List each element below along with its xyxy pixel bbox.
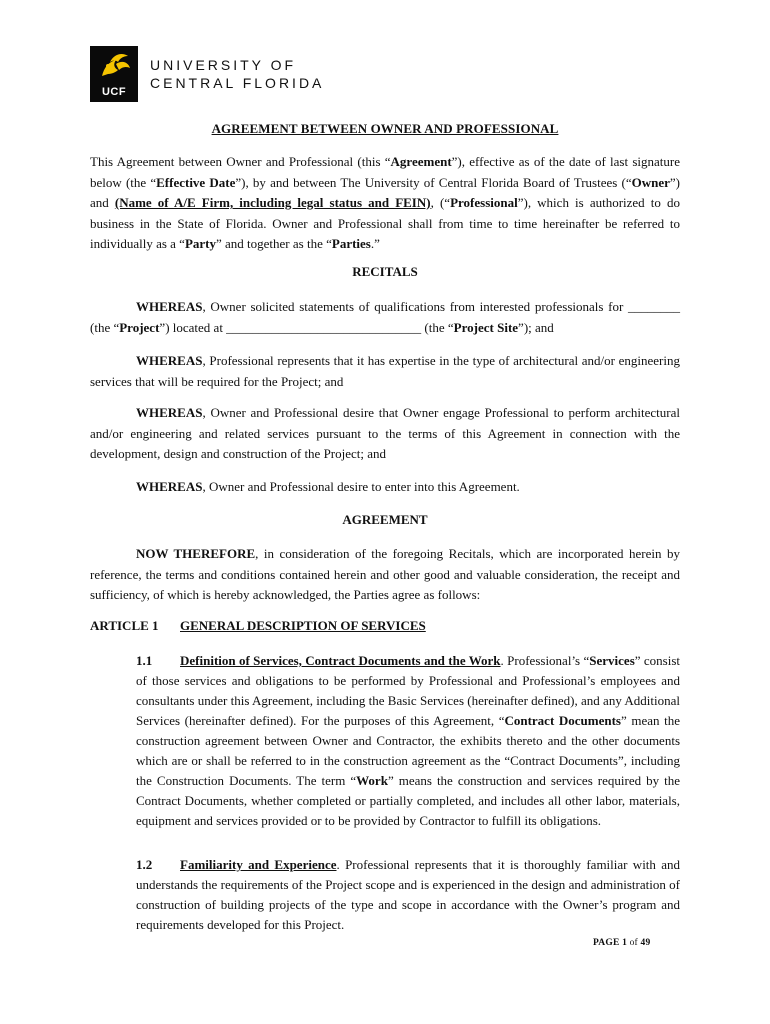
whereas-paragraph-3: WHEREAS, Owner and Professional desire that Owner engage Professional to perform architectural and/or engineering and related services pursuant to the terms of this Agreement in connection with the development, design and construction of the Project; and <box>90 405 680 461</box>
whereas-paragraph-2: WHEREAS, Professional represents that it has expertise in the type of architectural and/or engineering services that will be required for the Project; and <box>90 353 680 389</box>
section-1-1: 1.1 Definition of Services, Contract Documents and the Work. Professional’s “Services” consist of those services and obligations to be performed by Professional and Professional’s employees and consultants under this Agreement, including the Basic Services (hereinafter defined), and any Additional Services (hereinafter defined). For the purposes of this Agreement, “Contract Documents” mean the construction agreement between Owner and Contractor, the exhibits thereto and the other documents which are or shall be referred to in the construction agreement as the “Contract Documents”, including the Construction Documents. The term “Work” means the construction and services required by the Contract Documents, whether completed or partially completed, and includes all other labor, materials, equipment and services provided or to be provided by Contractor to fulfill its obligations. <box>136 653 681 828</box>
intro-paragraph: This Agreement between Owner and Professional (this “Agreement”), effective as of the date of last signature below (the “Effective Date”), by and between The University of Central Florida Board of Trustees (“Owner”) and (Name of A/E Firm, including legal status and FEIN), (“Professional”), which is authorized to do business in the State of Florida. Owner and Professional shall from time to time hereinafter be referred to individually as a “Party” and together as the “Parties.” <box>90 154 681 251</box>
university-name-line1: UNIVERSITY OF <box>150 57 297 73</box>
article-1-heading: ARTICLE 1 GENERAL DESCRIPTION OF SERVICES <box>90 618 426 633</box>
ucf-logo-mark <box>90 46 138 102</box>
whereas-paragraph-1: WHEREAS, Owner solicited statements of qualifications from interested professionals for ________ (the “Project”) located at ______________________________ (the “Project Site”); and <box>90 299 680 335</box>
agreement-heading: AGREEMENT <box>342 512 428 527</box>
recitals-heading: RECITALS <box>352 264 418 279</box>
section-1-2: 1.2 Familiarity and Experience. Professional represents that it is thoroughly familiar with and understands the requirements of the Project scope and is experienced in the design and administration of construction of building projects of the type and scope in accordance with the Owner’s program and requirements developed for this Project. <box>136 857 680 932</box>
university-name-line2: CENTRAL FLORIDA <box>150 75 325 91</box>
firm-placeholder: (Name of A/E Firm, including legal status and FEIN) <box>114 195 431 210</box>
ucf-logo <box>90 46 324 102</box>
whereas-paragraph-4: WHEREAS, Owner and Professional desire to enter into this Agreement. <box>136 479 520 494</box>
logo-abbr: UCF <box>101 86 127 98</box>
pegasus-icon <box>96 50 132 84</box>
now-therefore-paragraph: NOW THEREFORE, in consideration of the foregoing Recitals, which are incorporated herein by reference, the terms and conditions contained herein and other good and valuable consideration, the receipt and sufficiency, of which is hereby acknowledged, the Parties agree as follows: <box>90 546 680 602</box>
university-name <box>150 56 324 92</box>
page-number: PAGE 1 of 49 <box>593 938 651 948</box>
document-title: AGREEMENT BETWEEN OWNER AND PROFESSIONAL <box>211 121 559 136</box>
